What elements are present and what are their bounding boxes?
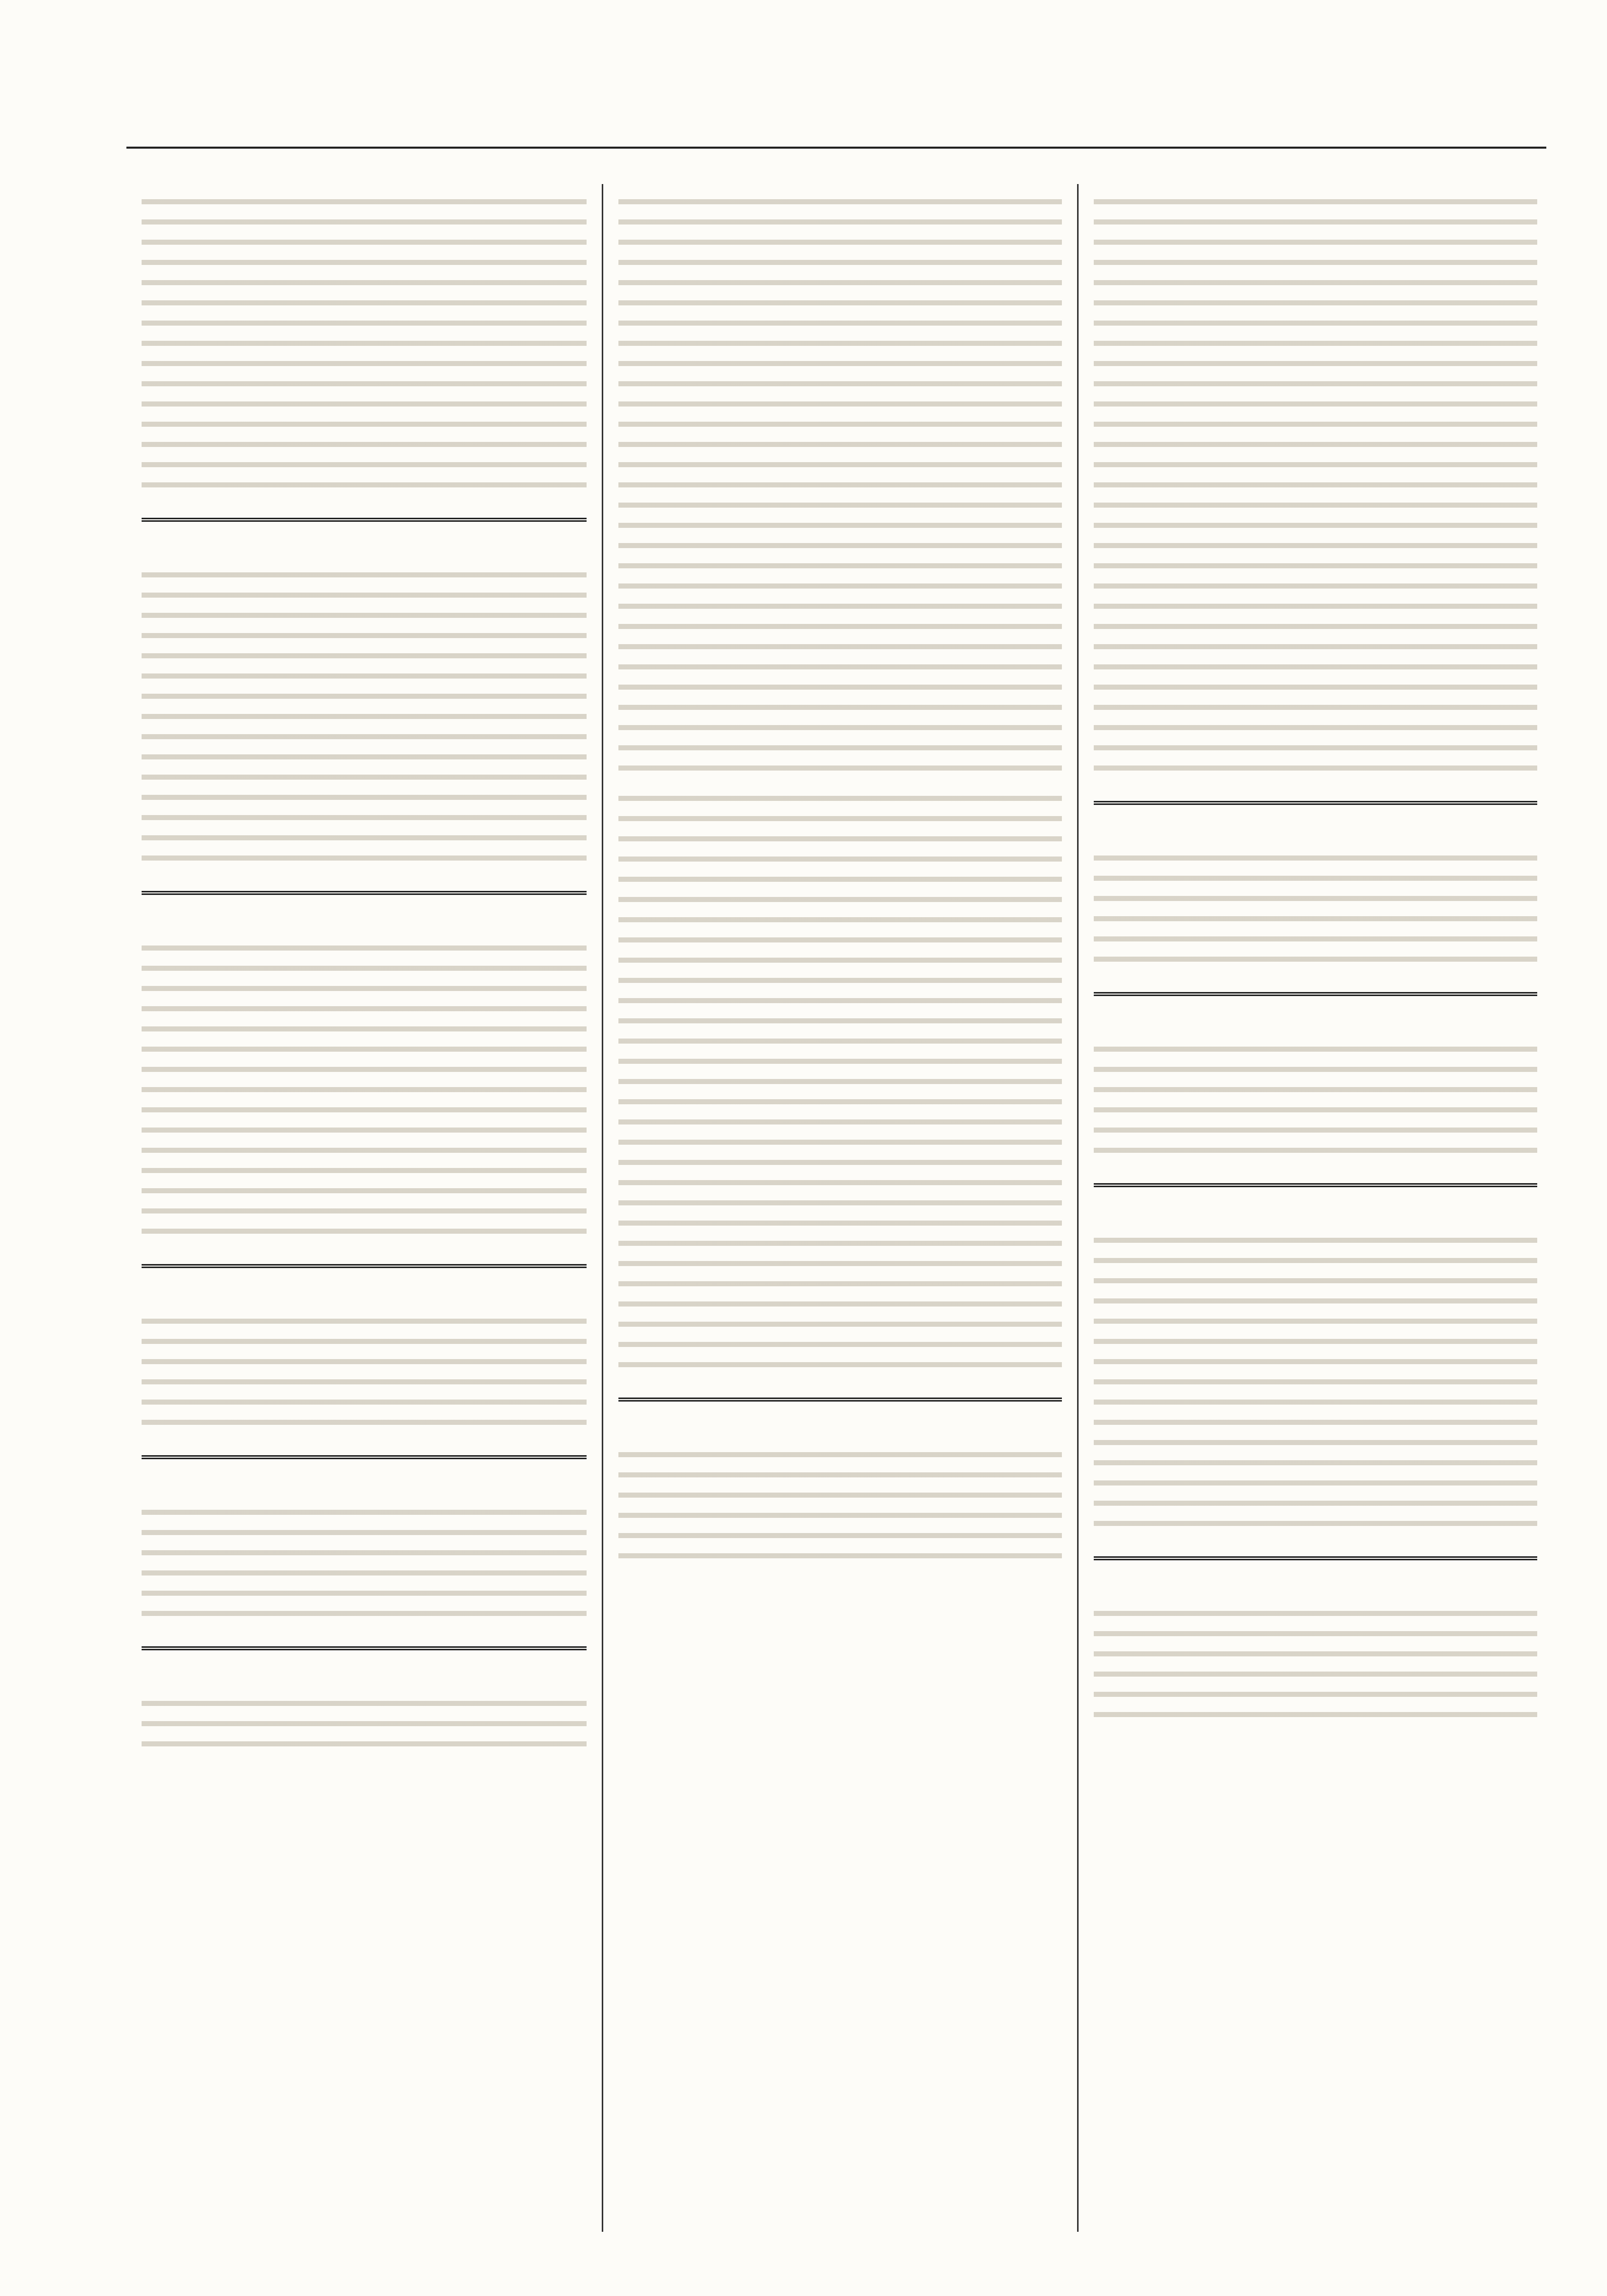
article-block xyxy=(142,557,587,895)
article-block xyxy=(1094,1031,1537,1187)
column-middle xyxy=(602,184,1077,2232)
article-text xyxy=(142,1495,587,1626)
article-block xyxy=(142,1303,587,1459)
column-left xyxy=(126,184,602,2232)
article-block xyxy=(1094,840,1537,996)
article-text-continued xyxy=(618,781,1062,1377)
article-text xyxy=(1094,184,1537,781)
article-text xyxy=(618,184,1062,781)
masthead xyxy=(126,96,1546,149)
article-text xyxy=(1094,1596,1537,1727)
article-block xyxy=(1094,1223,1537,1560)
article-block xyxy=(618,1437,1062,1589)
column-right xyxy=(1077,184,1552,2232)
article-block xyxy=(618,184,1062,1402)
article-block xyxy=(142,1686,587,1782)
article-block xyxy=(142,1495,587,1650)
article-text xyxy=(142,1303,587,1435)
article-block xyxy=(142,184,587,522)
article-text xyxy=(1094,1031,1537,1163)
article-text xyxy=(142,184,587,498)
article-text xyxy=(1094,1223,1537,1536)
article-text xyxy=(1094,840,1537,972)
article-text xyxy=(142,557,587,871)
article-text xyxy=(618,1437,1062,1568)
article-text xyxy=(142,1686,587,1762)
article-block xyxy=(142,930,587,1268)
article-block xyxy=(1094,1596,1537,1747)
article-columns xyxy=(126,184,1546,2232)
article-block xyxy=(1094,184,1537,805)
article-text xyxy=(142,930,587,1244)
